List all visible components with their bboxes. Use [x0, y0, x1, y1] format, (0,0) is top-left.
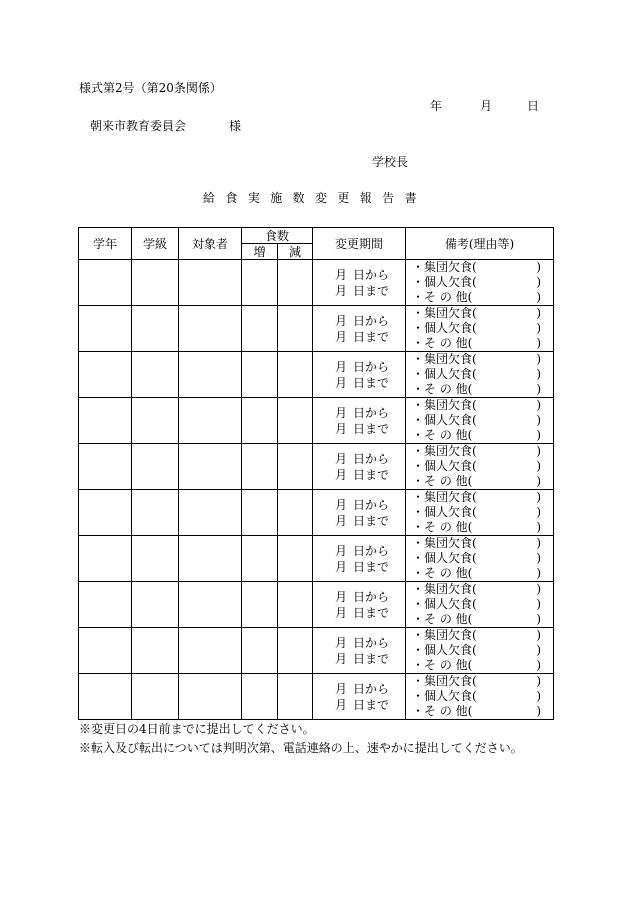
grade-cell[interactable]: [79, 582, 132, 628]
target-cell[interactable]: [179, 490, 242, 536]
period-day-label: 日まで: [353, 375, 390, 390]
table-row: [79, 352, 554, 398]
remark-close-paren: ): [536, 490, 542, 504]
remark-label: ・個人欠食(: [412, 367, 477, 381]
period-from: [313, 313, 405, 329]
remark-label: ・そ の 他(: [412, 704, 473, 718]
remark-line: [406, 398, 553, 413]
remark-line: [406, 290, 553, 305]
remark-label: ・集団欠食(: [412, 536, 477, 550]
header-target: 対象者: [179, 228, 242, 260]
remarks-cell: [406, 582, 554, 628]
form-number: 様式第2号（第20条関係）: [79, 81, 222, 95]
period-to: [313, 375, 405, 391]
remark-close-paren: ): [536, 275, 542, 289]
period-to: [313, 329, 405, 345]
grade-cell[interactable]: [79, 444, 132, 490]
remark-line: [406, 367, 553, 382]
increase-cell[interactable]: [242, 490, 278, 536]
remark-close-paren: ): [536, 290, 542, 304]
period-cell: [313, 398, 406, 444]
remark-line: [406, 658, 553, 673]
remark-line: [406, 628, 553, 643]
remark-label: ・集団欠食(: [412, 490, 477, 504]
decrease-cell[interactable]: [278, 398, 313, 444]
class-cell[interactable]: [132, 260, 179, 306]
period-day-label: 日から: [353, 543, 390, 558]
period-month-label: 月: [334, 543, 347, 558]
remark-close-paren: ): [536, 536, 542, 550]
remark-label: ・そ の 他(: [412, 336, 473, 350]
remark-close-paren: ): [536, 367, 542, 381]
remark-line: [406, 674, 553, 689]
remark-close-paren: ): [536, 582, 542, 596]
remark-label: ・集団欠食(: [412, 444, 477, 458]
remark-label: ・そ の 他(: [412, 382, 473, 396]
note-deadline: ※変更日の4日前までに提出してください。: [79, 722, 315, 736]
report-table: [78, 227, 554, 720]
period-day-label: 日まで: [353, 559, 390, 574]
period-month-label: 月: [334, 329, 347, 344]
period-month-label: 月: [334, 267, 347, 282]
period-to: [313, 467, 405, 483]
decrease-cell[interactable]: [278, 306, 313, 352]
class-cell[interactable]: [132, 628, 179, 674]
period-day-label: 日から: [353, 635, 390, 650]
period-month-label: 月: [334, 651, 347, 666]
remark-close-paren: ): [536, 398, 542, 412]
table-row: [79, 306, 554, 352]
remark-close-paren: ): [536, 474, 542, 488]
remark-line: [406, 597, 553, 612]
grade-cell[interactable]: [79, 628, 132, 674]
class-cell[interactable]: [132, 398, 179, 444]
remark-label: ・個人欠食(: [412, 551, 477, 565]
period-day-label: 日まで: [353, 283, 390, 298]
period-month-label: 月: [334, 697, 347, 712]
increase-cell[interactable]: [242, 444, 278, 490]
remark-line: [406, 643, 553, 658]
period-to: [313, 605, 405, 621]
period-to: [313, 283, 405, 299]
increase-cell[interactable]: [242, 352, 278, 398]
grade-cell[interactable]: [79, 536, 132, 582]
target-cell[interactable]: [179, 536, 242, 582]
period-to: [313, 513, 405, 529]
document-title: 給食実施数変更報告書: [203, 191, 428, 205]
remark-line: [406, 428, 553, 443]
remark-line: [406, 459, 553, 474]
table-row: [79, 674, 554, 720]
period-cell: [313, 536, 406, 582]
remark-line: [406, 490, 553, 505]
period-month-label: 月: [334, 313, 347, 328]
remark-close-paren: ): [536, 704, 542, 718]
period-day-label: 日まで: [353, 605, 390, 620]
decrease-cell[interactable]: [278, 444, 313, 490]
remark-close-paren: ): [536, 306, 542, 320]
period-cell: [313, 444, 406, 490]
increase-cell[interactable]: [242, 628, 278, 674]
remark-line: [406, 336, 553, 351]
period-cell: [313, 260, 406, 306]
remark-close-paren: ): [536, 597, 542, 611]
note-transfer: ※転入及び転出については判明次第、電話連絡の上、速やかに提出してください。: [79, 741, 523, 755]
increase-cell[interactable]: [242, 306, 278, 352]
target-cell[interactable]: [179, 398, 242, 444]
target-cell[interactable]: [179, 352, 242, 398]
remark-close-paren: ): [536, 628, 542, 642]
table-row: [79, 444, 554, 490]
period-cell: [313, 628, 406, 674]
period-day-label: 日から: [353, 451, 390, 466]
remark-line: [406, 260, 553, 275]
header-remarks: 備考(理由等): [406, 228, 554, 260]
remarks-cell: [406, 490, 554, 536]
remark-label: ・そ の 他(: [412, 612, 473, 626]
increase-cell[interactable]: [242, 260, 278, 306]
remark-label: ・集団欠食(: [412, 352, 477, 366]
remark-label: ・個人欠食(: [412, 505, 477, 519]
remark-line: [406, 321, 553, 336]
class-cell[interactable]: [132, 582, 179, 628]
header-increase: 増: [242, 244, 278, 260]
period-day-label: 日から: [353, 405, 390, 420]
header-decrease: 減: [278, 244, 313, 260]
period-month-label: 月: [334, 559, 347, 574]
addressee-name: 朝来市教育委員会: [90, 119, 187, 133]
remark-line: [406, 413, 553, 428]
remark-line: [406, 505, 553, 520]
addressee: [90, 119, 241, 133]
remark-label: ・集団欠食(: [412, 582, 477, 596]
period-from: [313, 635, 405, 651]
remarks-cell: [406, 674, 554, 720]
header-meals: 食数: [242, 228, 313, 244]
remarks-cell: [406, 306, 554, 352]
remark-label: ・そ の 他(: [412, 520, 473, 534]
date-month-label: 月: [480, 99, 493, 113]
remark-close-paren: ): [536, 551, 542, 565]
period-month-label: 月: [334, 283, 347, 298]
remark-line: [406, 689, 553, 704]
remark-line: [406, 382, 553, 397]
period-day-label: 日まで: [353, 513, 390, 528]
remarks-cell: [406, 398, 554, 444]
grade-cell[interactable]: [79, 352, 132, 398]
period-to: [313, 421, 405, 437]
period-day-label: 日まで: [353, 329, 390, 344]
header-class: 学級: [132, 228, 179, 260]
period-cell: [313, 352, 406, 398]
period-to: [313, 559, 405, 575]
remark-label: ・集団欠食(: [412, 398, 477, 412]
remark-line: [406, 582, 553, 597]
period-day-label: 日まで: [353, 467, 390, 482]
remark-label: ・集団欠食(: [412, 674, 477, 688]
remark-close-paren: ): [536, 689, 542, 703]
remark-label: ・個人欠食(: [412, 459, 477, 473]
table-row: [79, 536, 554, 582]
period-day-label: 日から: [353, 681, 390, 696]
grade-cell[interactable]: [79, 398, 132, 444]
remark-line: [406, 275, 553, 290]
remark-label: ・個人欠食(: [412, 275, 477, 289]
decrease-cell[interactable]: [278, 352, 313, 398]
remark-close-paren: ): [536, 413, 542, 427]
period-month-label: 月: [334, 605, 347, 620]
remarks-cell: [406, 536, 554, 582]
target-cell[interactable]: [179, 674, 242, 720]
period-month-label: 月: [334, 451, 347, 466]
remarks-cell: [406, 352, 554, 398]
remark-line: [406, 551, 553, 566]
increase-cell[interactable]: [242, 536, 278, 582]
period-month-label: 月: [334, 405, 347, 420]
remark-close-paren: ): [536, 352, 542, 366]
remark-line: [406, 612, 553, 627]
period-from: [313, 543, 405, 559]
class-cell[interactable]: [132, 444, 179, 490]
period-day-label: 日まで: [353, 697, 390, 712]
period-from: [313, 497, 405, 513]
remark-label: ・そ の 他(: [412, 428, 473, 442]
remark-close-paren: ): [536, 505, 542, 519]
class-cell[interactable]: [132, 352, 179, 398]
remark-label: ・集団欠食(: [412, 306, 477, 320]
header-period: 変更期間: [313, 228, 406, 260]
period-month-label: 月: [334, 497, 347, 512]
date-year-label: 年: [430, 99, 443, 113]
period-month-label: 月: [334, 589, 347, 604]
remarks-cell: [406, 628, 554, 674]
grade-cell[interactable]: [79, 674, 132, 720]
period-cell: [313, 490, 406, 536]
remark-close-paren: ): [536, 428, 542, 442]
remark-close-paren: ): [536, 444, 542, 458]
period-from: [313, 451, 405, 467]
period-month-label: 月: [334, 421, 347, 436]
period-day-label: 日まで: [353, 651, 390, 666]
remark-close-paren: ): [536, 520, 542, 534]
remark-label: ・そ の 他(: [412, 566, 473, 580]
decrease-cell[interactable]: [278, 674, 313, 720]
table-row: [79, 490, 554, 536]
header-grade: 学年: [79, 228, 132, 260]
period-day-label: 日から: [353, 589, 390, 604]
remarks-cell: [406, 260, 554, 306]
remark-close-paren: ): [536, 321, 542, 335]
remark-label: ・個人欠食(: [412, 643, 477, 657]
remark-label: ・個人欠食(: [412, 597, 477, 611]
period-day-label: 日から: [353, 267, 390, 282]
period-month-label: 月: [334, 467, 347, 482]
remark-label: ・そ の 他(: [412, 290, 473, 304]
remark-line: [406, 566, 553, 581]
table-row: [79, 582, 554, 628]
remark-close-paren: ): [536, 459, 542, 473]
decrease-cell[interactable]: [278, 582, 313, 628]
period-to: [313, 651, 405, 667]
decrease-cell[interactable]: [278, 628, 313, 674]
increase-cell[interactable]: [242, 398, 278, 444]
remark-close-paren: ): [536, 566, 542, 580]
remark-line: [406, 352, 553, 367]
period-from: [313, 589, 405, 605]
decrease-cell[interactable]: [278, 490, 313, 536]
period-from: [313, 267, 405, 283]
target-cell[interactable]: [179, 260, 242, 306]
remark-close-paren: ): [536, 336, 542, 350]
period-day-label: 日まで: [353, 421, 390, 436]
period-from: [313, 405, 405, 421]
period-cell: [313, 306, 406, 352]
remark-label: ・個人欠食(: [412, 413, 477, 427]
remark-line: [406, 536, 553, 551]
remark-line: [406, 474, 553, 489]
remark-label: ・そ の 他(: [412, 474, 473, 488]
remark-close-paren: ): [536, 658, 542, 672]
class-cell[interactable]: [132, 490, 179, 536]
remark-close-paren: ): [536, 643, 542, 657]
remark-close-paren: ): [536, 382, 542, 396]
remark-label: ・そ の 他(: [412, 658, 473, 672]
table-row: [79, 628, 554, 674]
class-cell[interactable]: [132, 674, 179, 720]
period-to: [313, 697, 405, 713]
period-day-label: 日から: [353, 359, 390, 374]
remark-line: [406, 306, 553, 321]
remark-label: ・個人欠食(: [412, 321, 477, 335]
period-month-label: 月: [334, 513, 347, 528]
decrease-cell[interactable]: [278, 260, 313, 306]
date-line: [430, 99, 539, 113]
increase-cell[interactable]: [242, 582, 278, 628]
principal-label: 学校長: [372, 155, 409, 169]
period-month-label: 月: [334, 375, 347, 390]
period-month-label: 月: [334, 359, 347, 374]
remark-label: ・個人欠食(: [412, 689, 477, 703]
target-cell[interactable]: [179, 444, 242, 490]
table-row: [79, 398, 554, 444]
remark-line: [406, 520, 553, 535]
grade-cell[interactable]: [79, 260, 132, 306]
remark-close-paren: ): [536, 674, 542, 688]
grade-cell[interactable]: [79, 306, 132, 352]
period-cell: [313, 582, 406, 628]
period-day-label: 日から: [353, 313, 390, 328]
grade-cell[interactable]: [79, 490, 132, 536]
honorific: 様: [229, 119, 242, 133]
remark-close-paren: ): [536, 260, 542, 274]
decrease-cell[interactable]: [278, 536, 313, 582]
target-cell[interactable]: [179, 306, 242, 352]
period-from: [313, 359, 405, 375]
remark-line: [406, 444, 553, 459]
date-day-label: 日: [527, 99, 540, 113]
target-cell[interactable]: [179, 628, 242, 674]
table-row: [79, 260, 554, 306]
period-month-label: 月: [334, 635, 347, 650]
class-cell[interactable]: [132, 536, 179, 582]
increase-cell[interactable]: [242, 674, 278, 720]
period-cell: [313, 674, 406, 720]
report-table-body: [79, 260, 554, 720]
remarks-cell: [406, 444, 554, 490]
remark-close-paren: ): [536, 612, 542, 626]
class-cell[interactable]: [132, 306, 179, 352]
target-cell[interactable]: [179, 582, 242, 628]
period-day-label: 日から: [353, 497, 390, 512]
remark-label: ・集団欠食(: [412, 260, 477, 274]
period-from: [313, 681, 405, 697]
period-month-label: 月: [334, 681, 347, 696]
remark-label: ・集団欠食(: [412, 628, 477, 642]
remark-line: [406, 704, 553, 719]
